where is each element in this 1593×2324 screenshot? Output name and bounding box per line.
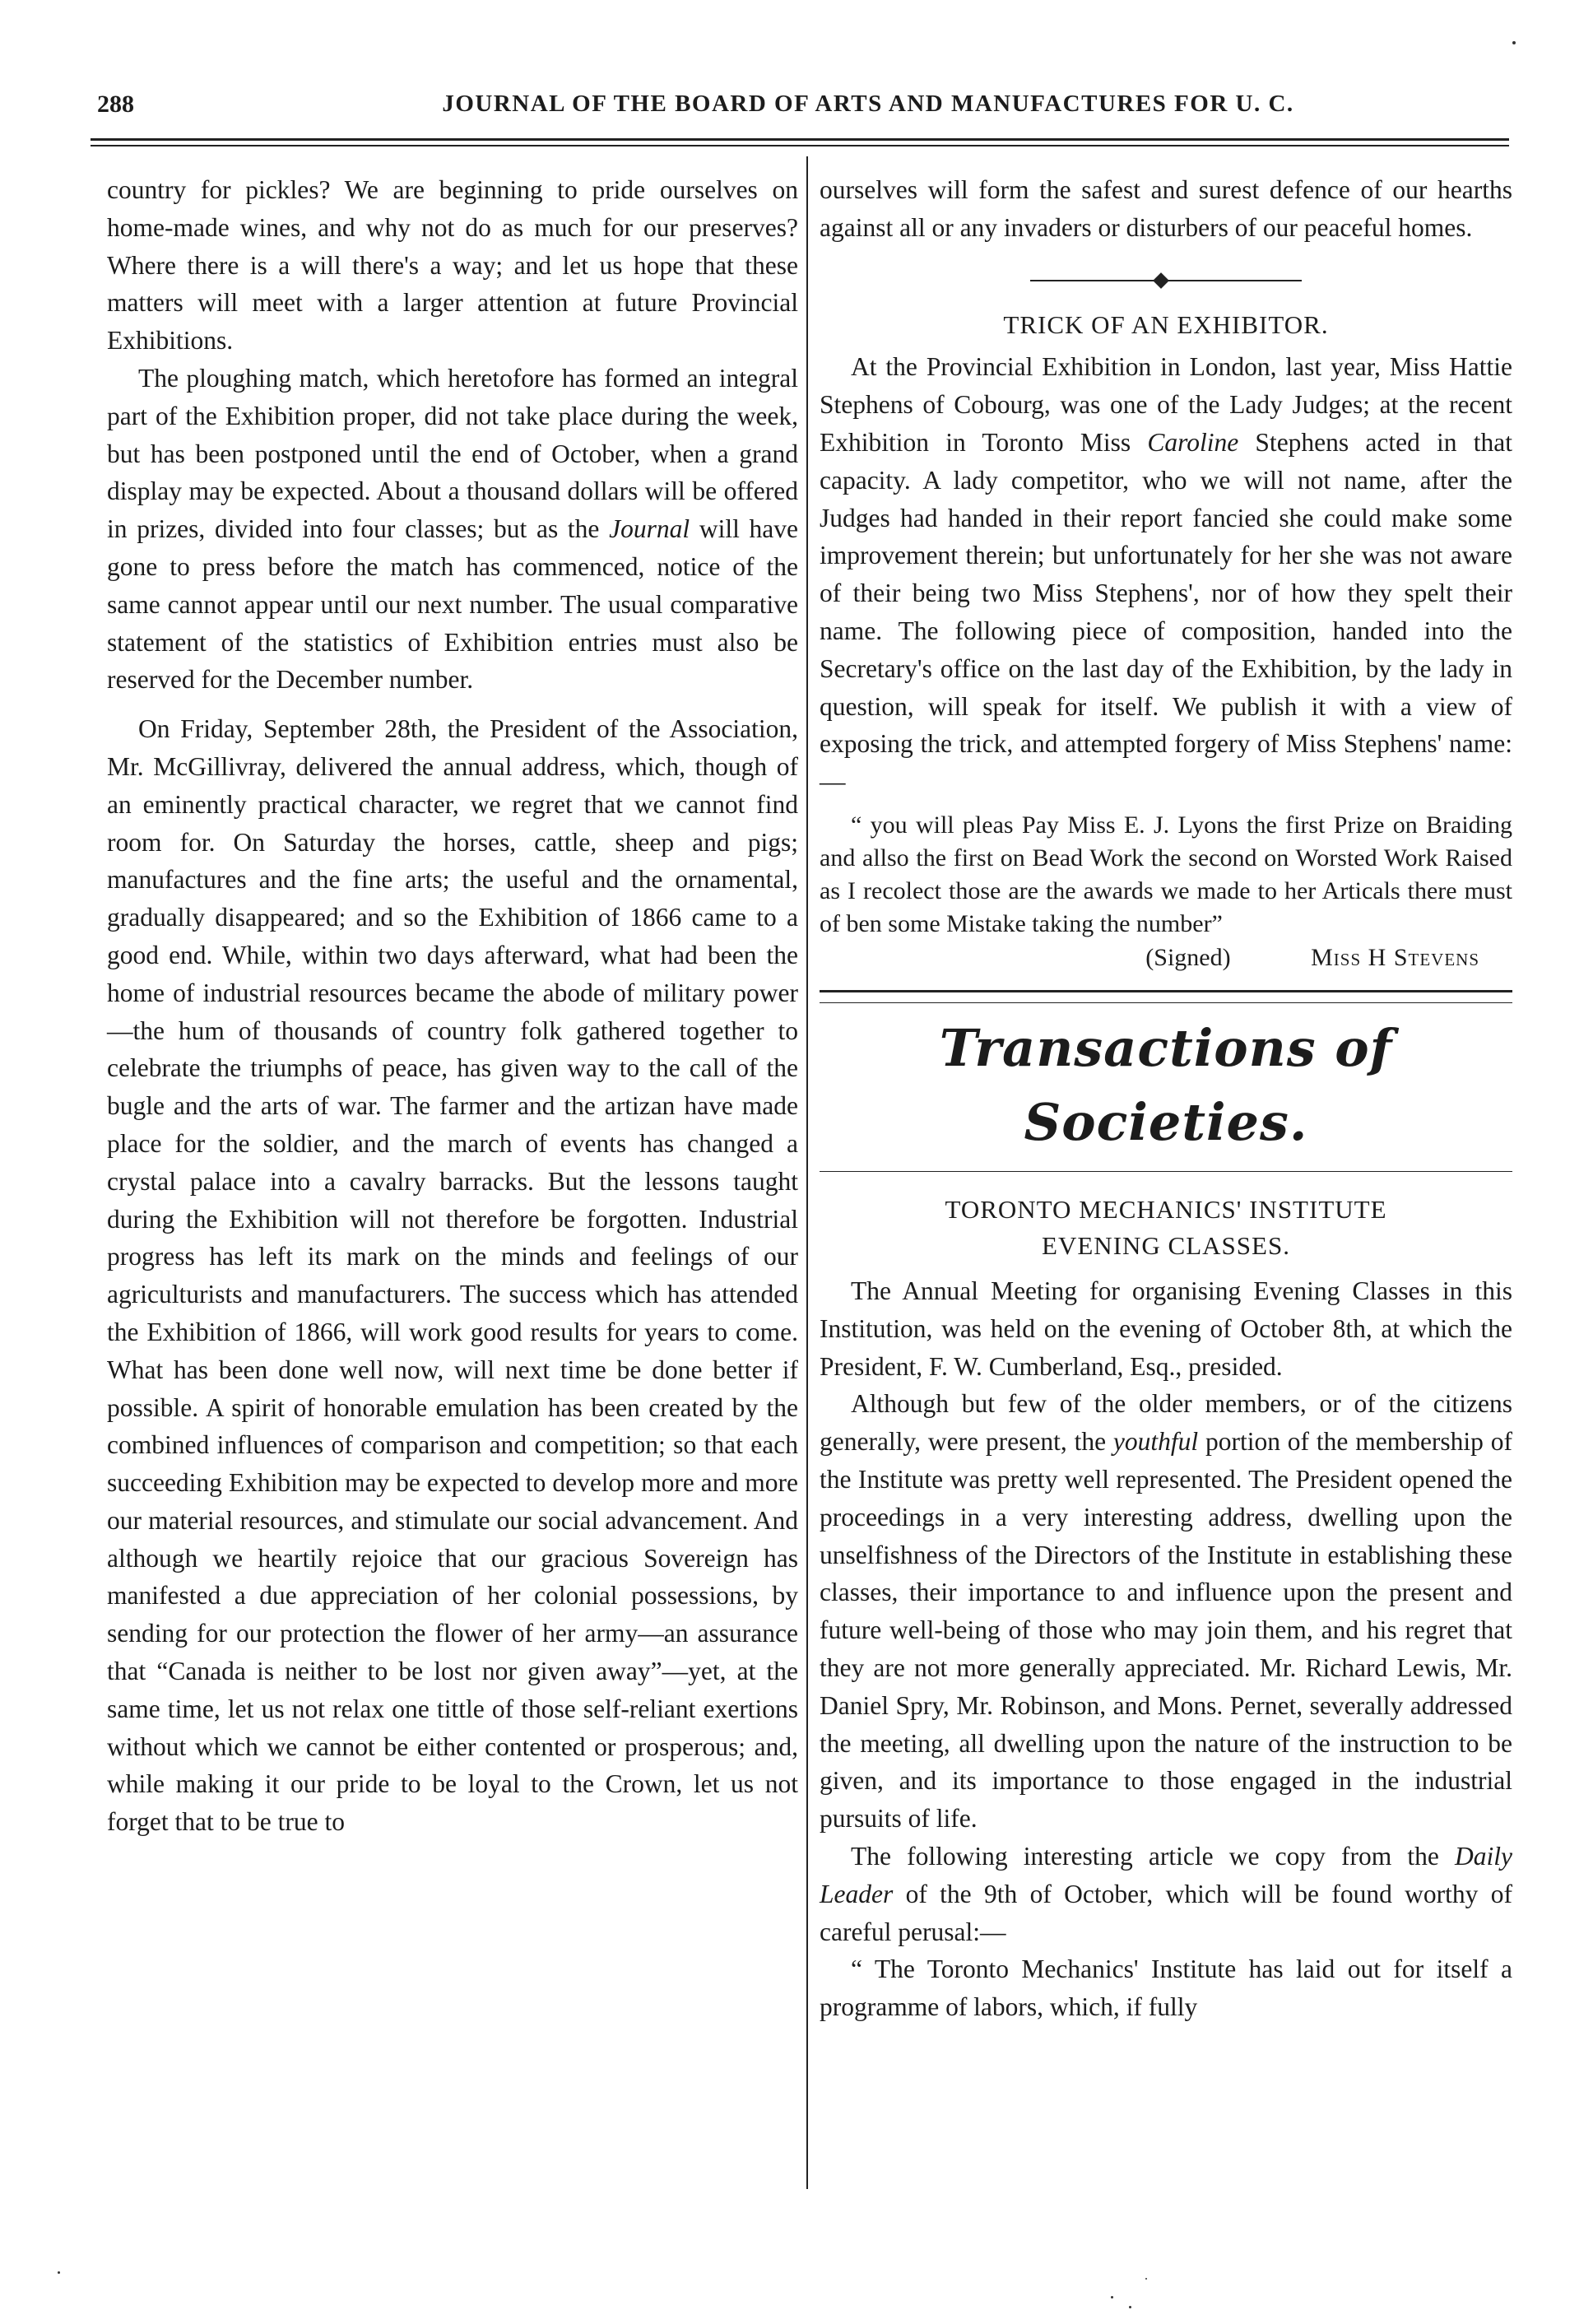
running-title: JOURNAL OF THE BOARD OF ARTS AND MANUFACTURES FOR U. C. bbox=[442, 91, 1294, 117]
heading-line: TORONTO MECHANICS' INSTITUTE bbox=[945, 1194, 1387, 1224]
paragraph-text: The following interesting article we copy from the bbox=[851, 1841, 1456, 1871]
italic-word: youthful bbox=[1112, 1427, 1199, 1457]
paragraph-text: The ploughing match, which heretofore has formed an integral part of the Exhibition proper, did not take place during the week, but has been postponed until the end of October, when a grand display may be expected. About a thousand dollars will be offered in prizes, divided into four classes; but as the bbox=[107, 363, 798, 544]
paragraph bbox=[820, 1385, 1512, 1838]
paragraph: ourselves will form the safest and surest defence of our hearths against all or any invaders or disturbers of our peaceful homes. bbox=[820, 175, 1512, 242]
divider-diamond bbox=[1153, 272, 1169, 289]
speck bbox=[1111, 2296, 1113, 2298]
paragraph-text: Although but few of the older members, or of the citizens generally, were present, the bbox=[820, 1389, 1512, 1457]
left-column bbox=[107, 171, 798, 1841]
italic-newspaper: Daily Leader bbox=[820, 1841, 1512, 1908]
paragraph-text: will have gone to press before the match has commenced, notice of the same cannot appear until our next number. The usual comparative statement of the statistics of Exhibition entries must also be reserved for the December number. bbox=[107, 514, 798, 695]
page-header bbox=[91, 86, 1506, 127]
speck bbox=[1145, 2278, 1147, 2280]
section-title: Transactions of Societies. bbox=[939, 1017, 1393, 1152]
paragraph-text: of the 9th of October, which will be found worthy of careful perusal:— bbox=[820, 1879, 1512, 1946]
paragraph bbox=[820, 348, 1512, 801]
speck bbox=[1512, 41, 1516, 44]
signature-line bbox=[820, 941, 1512, 975]
paragraph bbox=[820, 1838, 1512, 1950]
paragraph-text: Stephens acted in that capacity. A lady competitor, who we will not name, after the Judges had handed in their report fancied she could make some improvement therein; but unfortunately for her she was not aware of their being two Miss Stephens', nor of how they spelt their name. The following piece of composition, handed into the Secretary's office on the last day of the Exhibition, by the lady in question, will speak for itself. We publish it with a view of exposing the trick, and attempted forgery of Miss Stephens' name:— bbox=[820, 427, 1512, 797]
column-divider bbox=[806, 156, 808, 2189]
speck bbox=[58, 2271, 60, 2274]
paragraph: “ The Toronto Mechanics' Institute has laid out for itself a programme of labors, which, if fully bbox=[820, 1954, 1512, 2022]
paragraph bbox=[107, 360, 798, 699]
section-rule bbox=[820, 990, 1512, 1003]
quoted-note: “ you will pleas Pay Miss E. J. Lyons the first Prize on Braiding and allso the first on Bead Work the second on Worsted Work Raised as I recolect those are the awards we made to her Articals there must of ben some Mistake taking the number” bbox=[820, 811, 1512, 937]
page-number: 288 bbox=[97, 91, 134, 118]
title-rule bbox=[820, 1171, 1512, 1172]
heading-line: EVENING CLASSES. bbox=[1042, 1230, 1290, 1260]
header-rule-thick bbox=[91, 138, 1509, 141]
paragraph-text: At the Provincial Exhibition in London, last year, Miss Hattie Stephens of Cobourg, was one of the Lady Judges; at the recent Exhibition in Toronto Miss bbox=[820, 352, 1512, 457]
header-rule-thin bbox=[91, 145, 1509, 146]
article-heading: TRICK OF AN EXHIBITOR. bbox=[1003, 309, 1329, 339]
paragraph: The Annual Meeting for organising Evening Classes in this Institution, was held on the evening of October 8th, at which the President, F. W. Cumberland, Esq., presided. bbox=[820, 1276, 1512, 1381]
signed-label: (Signed) bbox=[1145, 943, 1231, 971]
right-column bbox=[820, 171, 1512, 2026]
paragraph: country for pickles? We are beginning to pride ourselves on home-made wines, and why not do as much for our preserves? Where there is a will there's a way; and let us hope that these matters will meet with a larger attention at future Provincial Exhibitions. bbox=[107, 175, 798, 356]
article-heading bbox=[820, 1192, 1512, 1264]
italic-journal: Journal bbox=[609, 514, 690, 544]
ornamental-divider bbox=[1030, 275, 1302, 285]
paragraph: On Friday, September 28th, the President of the Association, Mr. McGillivray, delivered the annual address, which, though of an eminently practical character, we regret that we cannot find room for. On Saturday the horses, cattle, sheep and pigs; manufactures and the fine arts; the useful and the ornamental, gradually disappeared; and so the Exhibition of 1866 came to a good end. While, within two days afterward, what had been the home of industrial resources became the abode of military power—the hum of thousands of country folk gathered together to celebrate the triumphs of peace, has given way to the call of the bugle and the arts of war. The farmer and the artizan have made place for the soldier, and the march of events has changed a crystal palace into a cavalry barracks. But the lessons taught during the Exhibition will not therefore be forgotten. Industrial progress has left its mark on the minds and feelings of our agriculturists and manufacturers. The success which has attended the Exhibition of 1866, will work good results for years to come. What has been done well now, will next time be done better if possible. A spirit of honorable emulation has been created by the combined influences of comparison and competition; so that each succeeding Exhibition may be expected to develop more and more our material resources, and stimulate our social advancement. And although we heartily rejoice that our gracious Sovereign has manifested a due appreciation of her colonial possessions, by sending for our protection the flower of her army—an assurance that “Canada is neither to be lost nor given away”—yet, at the same time, let us not relax one tittle of those self-reliant exertions without which we cannot be either contented or prosperous; and, while making it our pride to be loyal to the Crown, let us not forget that to be true to bbox=[107, 714, 798, 1837]
italic-name: Caroline bbox=[1147, 427, 1239, 457]
speck bbox=[1129, 2306, 1131, 2308]
paragraph-text: portion of the membership of the Institute was pretty well represented. The President opened the proceedings in a very interesting address, dwelling upon the unselfishness of the Directors of the Institute in establishing these classes, their importance to and influence upon the present and future well-being of those who may join them, and his regret that they are not more generally appreciated. Mr. Richard Lewis, Mr. Daniel Spry, Mr. Robinson, and Mons. Pernet, severally addressed the meeting, all dwelling upon the nature of the instruction to be given, and its importance to those engaged in the industrial pursuits of life. bbox=[820, 1427, 1512, 1834]
signed-name: Miss H Stevens bbox=[1311, 943, 1479, 971]
